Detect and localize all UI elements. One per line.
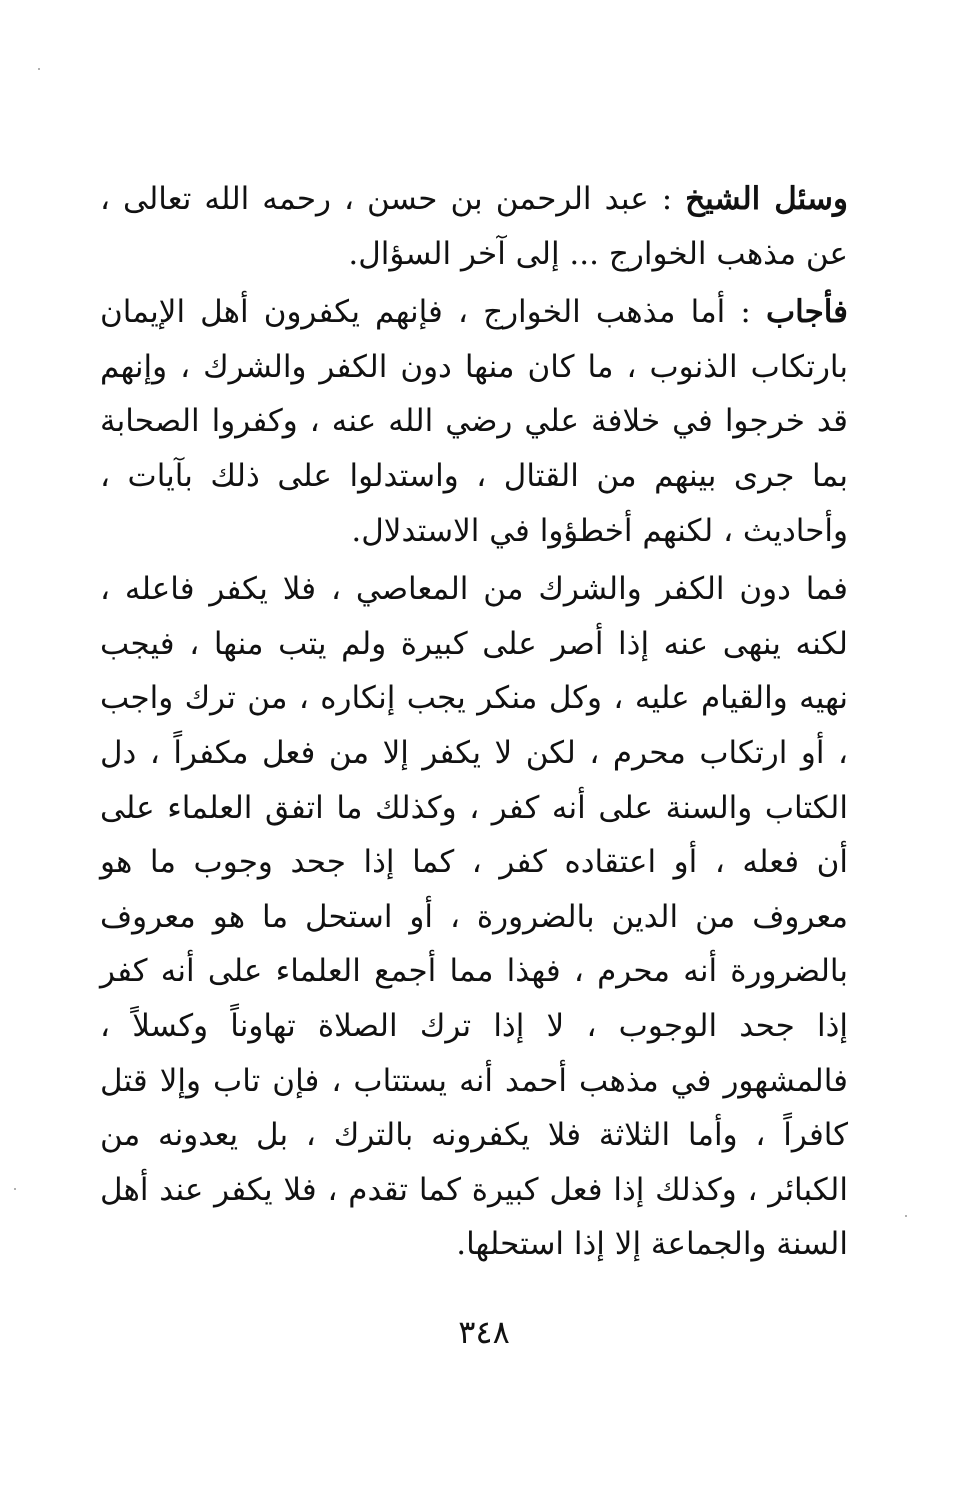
- paragraph-lead: فأجاب: [765, 294, 848, 331]
- paragraph-text: : أما مذهب الخوارج ، فإنهم يكفرون أهل الإيمان بارتكاب الذنوب ، ما كان منها دون الكفر والشرك ، وإنهم قد خرجوا في خلافة علي رضي الله عنه ، وكفروا الصحابة بما جرى بينهم من القتال ، واستدلوا على ذلك بآيات ، وأحاديث ، لكنهم أخطؤوا في الاستدلال.: [100, 294, 848, 549]
- paragraph-text: فما دون الكفر والشرك من المعاصي ، فلا يكفر فاعله ، لكنه ينهى عنه إذا أصر على كبيرة ولم يتب منها ، فيجب نهيه والقيام عليه ، وكل منكر يجب إنكاره ، من ترك واجب ، أو ارتكاب محرم ، لكن لا يكفر إلا من فعل مكفراً ، دل الكتاب والسنة على أنه كفر ، وكذلك ما اتفق العلماء على أن فعله ، أو اعتقاده كفر ، كما إذا جحد وجوب ما هو معروف من الدين بالضرورة ، أو استحل ما هو معروف بالضرورة أنه محرم ، فهذا مما أجمع العلماء على أنه كفر إذا جحد الوجوب ، لا إذا ترك الصلاة تهاوناً وكسلاً ، فالمشهور في مذهب أحمد أنه يستتاب ، فإن تاب وإلا قتل كافراً ، وأما الثلاثة فلا يكفرونه بالترك ، بل يعدونه من الكبائر ، وكذلك إذا فعل كبيرة كما تقدم ، فلا يكفر عند أهل السنة والجماعة إلا إذا استحلها.: [100, 571, 849, 1263]
- page-number: ٣٤٨: [458, 1313, 510, 1351]
- scan-speck: [905, 1215, 907, 1217]
- paragraph-question: [100, 172, 848, 281]
- paragraph-lead: وسئل الشيخ: [685, 181, 848, 217]
- page-body: [100, 172, 848, 1272]
- paragraph-answer: [100, 285, 848, 558]
- scan-speck: [38, 68, 40, 70]
- paragraph-text: : عبد الرحمن بن حسن ، رحمه الله تعالى ، عن مذهب الخوارج ... إلى آخر السؤال.: [100, 181, 848, 272]
- paragraph-ruling: [100, 562, 848, 1272]
- scan-speck: [14, 1188, 16, 1190]
